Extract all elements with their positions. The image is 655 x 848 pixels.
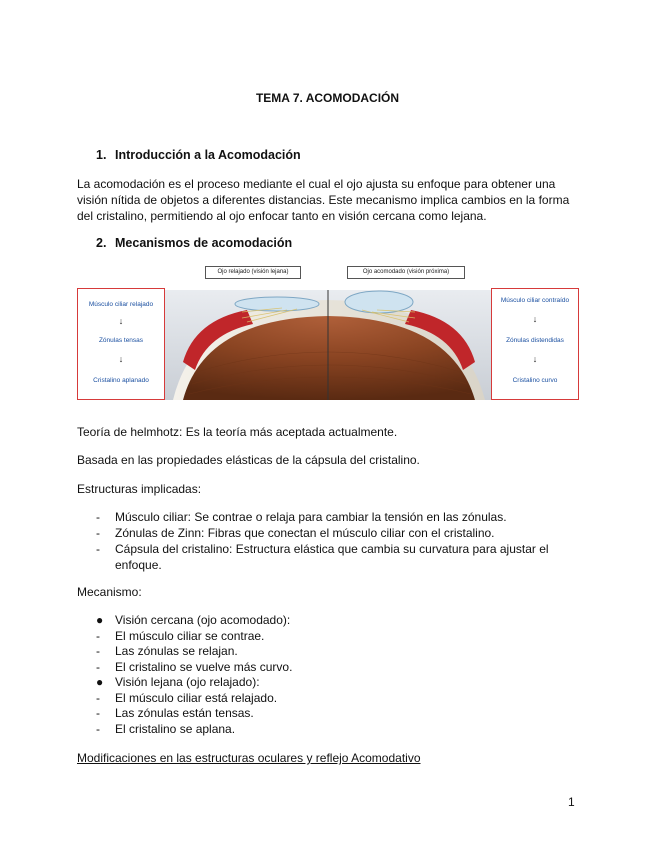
mechanism-title: Mecanismo: (77, 585, 142, 599)
ciliary-muscle-contracted-text: Músculo ciliar contraído (500, 297, 570, 304)
list-item-text: Zónulas de Zinn: Fibras que conectan el músculo ciliar con el cristalino. (115, 526, 495, 540)
zonules-relaxed-text: Zónulas distendidas (506, 337, 564, 344)
dash-marker: - (96, 690, 100, 705)
arrow-down-icon: ↓ (532, 354, 538, 364)
section-2-number: 2. (96, 236, 107, 250)
structures-title: Estructuras implicadas: (77, 482, 202, 496)
page-title: TEMA 7. ACOMODACIÓN (255, 91, 400, 105)
page-number: 1 (568, 795, 575, 809)
dash-marker: - (96, 706, 100, 720)
section-2-heading: Mecanismos de acomodación (115, 236, 293, 250)
list-item-text: Las zónulas están tensas. (115, 706, 254, 720)
lens-curved-text: Cristalino curvo (512, 377, 558, 384)
dash-marker: - (96, 510, 100, 524)
section-1-paragraph (77, 176, 577, 224)
list-item-text: enfoque. (115, 558, 162, 572)
dash-marker: - (96, 721, 100, 736)
paragraph-line: visión nítida de objetos a diferentes distancias. Este mecanismo implica cambios en la forma (77, 193, 570, 207)
section-1-heading: Introducción a la Acomodación (115, 148, 301, 162)
list-item (0, 510, 655, 526)
bullet-marker: ● (96, 675, 104, 689)
subsection-heading-link[interactable]: Modificaciones en las estructuras oculares y reflejo Acomodativo (77, 751, 421, 765)
theory-text: Teoría de helmhotz: Es la teoría más aceptada actualmente. (77, 425, 398, 439)
list-item (0, 644, 655, 660)
list-item (0, 660, 655, 676)
ciliary-muscle-relaxed-text: Músculo ciliar relajado (88, 301, 154, 308)
list-item-text: El cristalino se aplana. (115, 721, 236, 736)
list-item-text: Las zónulas se relajan. (115, 644, 238, 658)
zonules-tense-text: Zónulas tensas (98, 337, 144, 344)
list-item (0, 629, 655, 645)
structures-list (0, 510, 655, 574)
arrow-down-icon: ↓ (532, 314, 538, 324)
dash-marker: - (96, 526, 100, 540)
list-item (0, 613, 655, 629)
list-item-text: El cristalino se vuelve más curvo. (115, 659, 293, 674)
list-item (0, 542, 655, 558)
list-item-text: Visión cercana (ojo acomodado): (115, 613, 291, 627)
relaxed-eye-box (77, 288, 165, 400)
mechanism-list (0, 613, 655, 737)
list-item-text: El músculo ciliar está relajado. (115, 690, 278, 705)
list-item-continuation (0, 558, 655, 574)
lens-flattened-text: Cristalino aplanado (93, 377, 149, 384)
dash-marker: - (96, 644, 100, 658)
list-item-text: El músculo ciliar se contrae. (115, 628, 265, 643)
bullet-marker: ● (96, 613, 104, 627)
list-item (0, 675, 655, 691)
list-item-text: Cápsula del cristalino: Estructura elástica que cambia su curvatura para ajustar el (115, 542, 549, 556)
accommodated-eye-box (491, 288, 579, 400)
list-item (0, 722, 655, 738)
dash-marker: - (96, 659, 100, 674)
list-item (0, 691, 655, 707)
label-relaxed-eye: Ojo relajado (visión lejana) (205, 266, 301, 279)
based-on-text: Basada en las propiedades elásticas de la cápsula del cristalino. (77, 453, 420, 467)
dash-marker: - (96, 542, 100, 556)
list-item-text: Músculo ciliar: Se contrae o relaja para cambiar la tensión en las zónulas. (115, 510, 507, 524)
paragraph-line: del cristalino, permitiendo al ojo enfocar tanto en visión cercana como lejana. (77, 209, 487, 223)
paragraph-line: La acomodación es el proceso mediante el cual el ojo ajusta su enfoque para obtener una (77, 177, 556, 191)
list-item (0, 706, 655, 722)
arrow-down-icon: ↓ (118, 354, 124, 364)
section-1-number: 1. (96, 148, 107, 162)
accommodation-figure (77, 262, 580, 402)
list-item-text: Visión lejana (ojo relajado): (115, 675, 260, 689)
arrow-down-icon: ↓ (118, 316, 124, 326)
dash-marker: - (96, 628, 100, 643)
label-accommodated-eye: Ojo acomodado (visión próxima) (347, 266, 465, 279)
list-item (0, 526, 655, 542)
